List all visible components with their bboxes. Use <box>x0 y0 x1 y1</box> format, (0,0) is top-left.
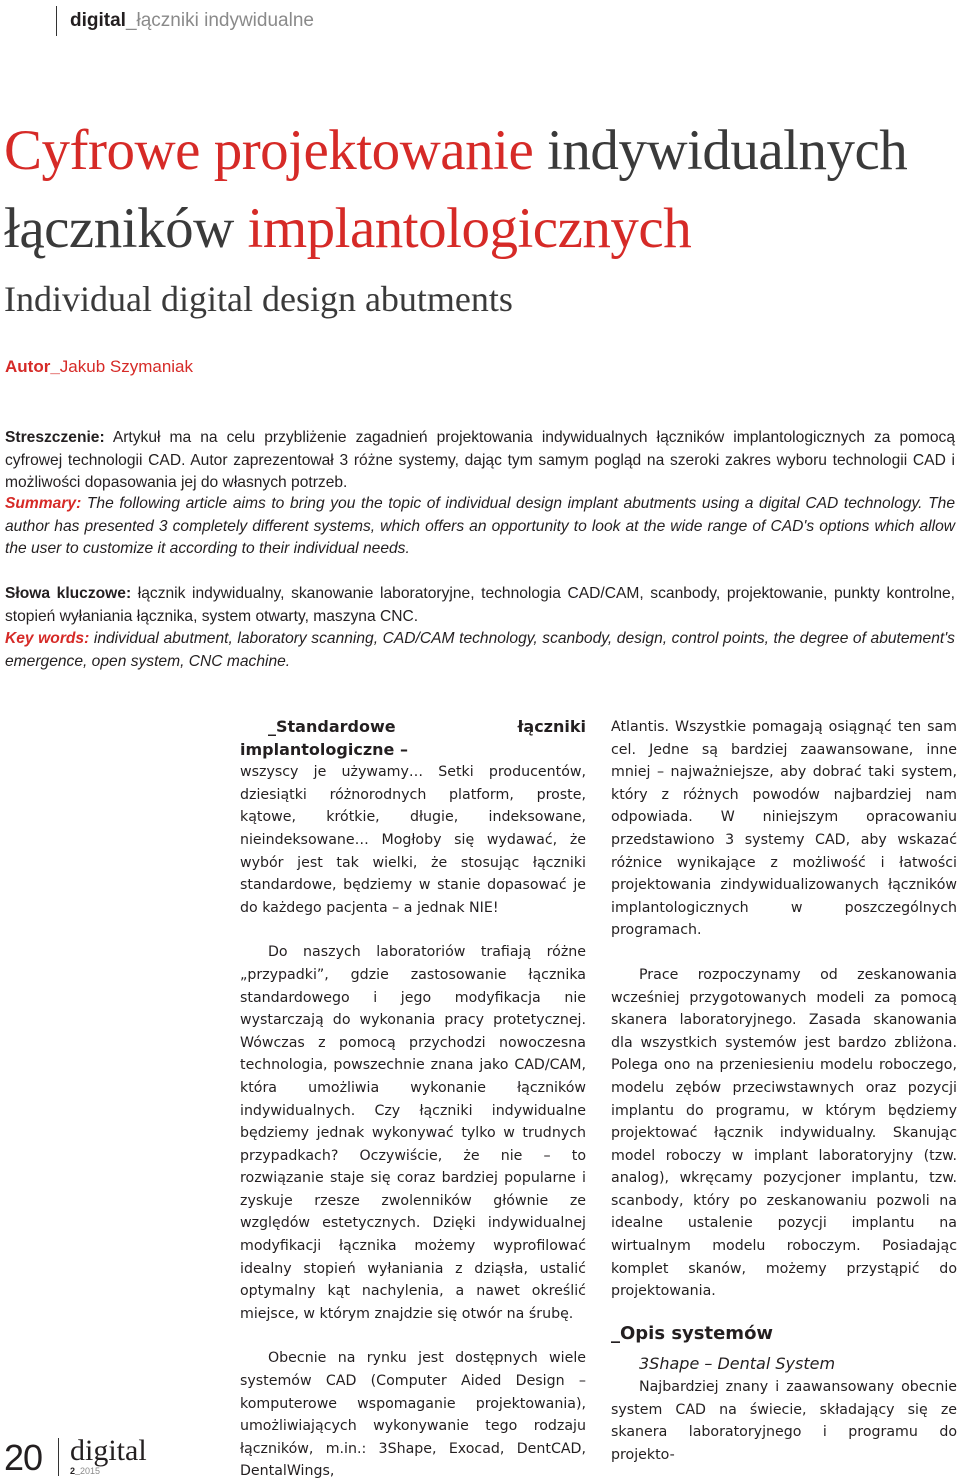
author-label: Autor_ <box>5 357 60 376</box>
issue-info <box>70 1466 100 1476</box>
body-paragraph: wszyscy je używamy… Setki producentów, dziesiątki różnorodnych platform, proste, kątowe, krótkie, długie, indeksowane, nieindeksowane… Mogłoby się wydawać, że wybór jest tak wielki, że stosując łączniki standardowe, będziemy w stanie dopasować je do każdego pacjenta – a jednak NIE! <box>240 764 586 916</box>
article-title <box>4 112 907 268</box>
title-part-red: implantologicznych <box>247 197 692 260</box>
page-number: 20 <box>4 1437 43 1478</box>
abstract-pl-label: Streszczenie: <box>5 429 105 446</box>
title-part-dark: indywidualnych <box>547 119 908 182</box>
title-part-dark: łączników <box>4 197 234 260</box>
magazine-name: digital <box>70 1434 147 1467</box>
body-column-2 <box>611 716 957 1466</box>
header-topic: _łączniki indywidualne <box>125 10 314 31</box>
body-column-1 <box>240 716 586 1483</box>
section-heading: _Standardowe łączniki implantologiczne – <box>240 717 586 759</box>
author-line <box>5 357 193 377</box>
keywords-pl-text: łącznik indywidualny, skanowanie laboratoryjne, technologia CAD/CAM, scanbody, projektowanie, punkty kontrolne, stopień wyłaniania łącznika, system otwarty, maszyna CNC. <box>5 585 955 625</box>
body-paragraph: Atlantis. Wszystkie pomagają osiągnąć ten sam cel. Jedne są bardziej zaawansowane, inne mniej – najważniejsze, aby dobrać taki system, który z różnych powodów najbardziej nam odpowiada. W niniejszym opracowaniu przedstawiono 3 systemy CAD, aby wskazać różnice wynikające z możliwość i łatwości projektowania zindywidualizowanych łączników implantologicznych w poszczególnych programach. <box>611 719 957 939</box>
running-header <box>70 10 314 32</box>
section-heading: _Opis systemów <box>611 1322 774 1344</box>
header-divider <box>56 6 57 36</box>
footer-divider <box>58 1438 59 1476</box>
issue-number: 2_ <box>70 1466 81 1476</box>
keywords-pl <box>5 583 955 628</box>
title-line-1 <box>4 112 907 190</box>
abstract-pl <box>5 427 955 495</box>
abstract-en <box>5 493 955 561</box>
keywords-en <box>5 628 955 673</box>
issue-year: 2015 <box>80 1466 101 1476</box>
author-name: Jakub Szymaniak <box>59 357 194 376</box>
keywords-pl-label: Słowa kluczowe: <box>5 585 132 602</box>
keywords-en-text: individual abutment, laboratory scanning, CAD/CAM technology, scanbody, design, control points, the degree of abutement's emergence, open system, CNC machine. <box>5 630 955 670</box>
abstract-pl-text: Artykuł ma na celu przybliżenie zagadnień projektowania indywidualnych łączników implantologicznych za pomocą cyfrowej technologii CAD. Autor zaprezentował 3 różne systemy, dając tym samym pogląd na szeroki zakres wyboru technologii CAD i możliwości dopasowania jej do własnych potrzeb. <box>5 429 955 491</box>
keywords-en-label: Key words: <box>5 630 90 647</box>
header-section: digital <box>70 10 126 31</box>
body-paragraph: Najbardziej znany i zaawansowany obecnie system CAD na świecie, składający się ze skanera laboratoryjnego i programu do projekto- <box>611 1379 957 1463</box>
title-part-red: Cyfrowe projektowanie <box>4 119 534 182</box>
body-paragraph: Prace rozpoczynamy od zeskanowania wcześniej przygotowanych modeli za pomocą skanera laboratoryjnego. Zasada skanowania dla wszystkich systemów jest bardzo zbliżona. Polega ono na przeniesieniu modelu roboczego, modelu zębów przeciwstawnych oraz pozycji implantu do programu, w którym będziemy projektować łącznik indywidualny. Skanując model roboczy w implant laboratoryjny (tzw. analog), wkręcamy pozycjoner implantu, tzw. scanbody, który po zeskanowaniu pozwoli na idealne ustalenie pozycji implantu na wirtualnym modelu roboczym. Posiadając komplet skanów, możemy przystąpić do projektowania. <box>611 966 957 1300</box>
article-subtitle: Individual digital design abutments <box>4 279 513 319</box>
abstract-en-text: The following article aims to bring you the topic of individual design implant abutments using a digital CAD technology. The author has presented 3 completely different systems, which offers an opportunity to look at the wide range of CAD's options which allow the user to customize it according to their individual needs. <box>5 495 955 557</box>
body-paragraph: Obecnie na rynku jest dostępnych wiele systemów CAD (Computer Aided Design – komputerowe wspomaganie projektowania), umożliwiających wykonywanie tego rodzaju łączników, m.in.: 3Shape, Exocad, DentCAD, DentalWings, <box>240 1350 586 1480</box>
subsection-heading: 3Shape – Dental System <box>639 1354 836 1374</box>
title-line-2 <box>4 190 907 268</box>
body-paragraph: Do naszych laboratoriów trafiają różne „przypadki”, gdzie zastosowanie łącznika standardowego i jego modyfikacja nie wystarczają do wykonania pracy protetycznej. Wówczas z pomocą przychodzi nowoczesna technologia, powszechnie znana jako CAD/CAM, która umożliwia wykonanie łączników indywidualnych. Czy łączniki indywidualne będziemy jednak wykonywać tylko w trudnych przypadkach? Oczywiście, że nie – to rozwiązanie staje się coraz bardziej popularne i zyskuje rzesze zwolenników głównie ze względów estetycznych. Dzięki indywidualnej modyfikacji łącznika możemy wyprofilować idealny stopień wyłaniania z dziąsła, ustalić optymalny kąt nachylenia, a nawet określić miejsce, w którym znajdzie się otwór na śrubę. <box>240 944 586 1322</box>
abstract-en-label: Summary: <box>5 495 82 512</box>
